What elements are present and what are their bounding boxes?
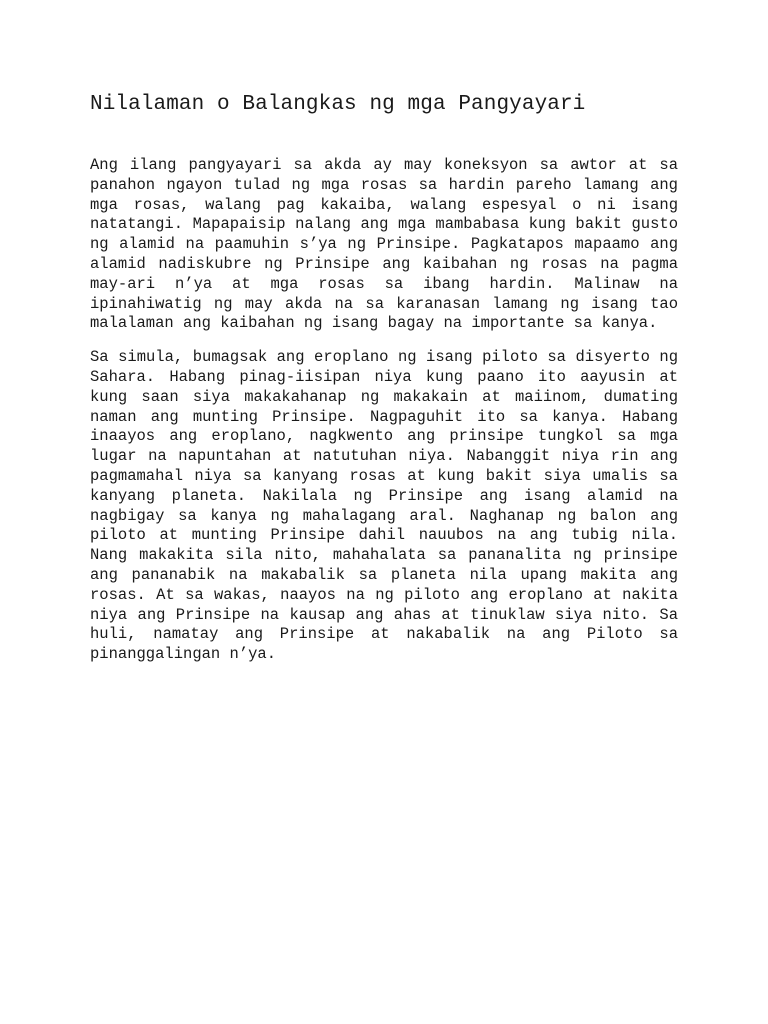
paragraph-1: Ang ilang pangyayari sa akda ay may koneksyon sa awtor at sa panahon ngayon tulad ng mga rosas sa hardin pareho lamang ang mga rosas, walang pag kakaiba, walang espesyal o ni isang natatangi. Mapapaisip nalang ang mga mambabasa kung bakit gusto ng alamid na paamuhin s’ya ng Prinsipe. Pagkatapos mapaamo ang alamid nadiskubre ng Prinsipe ang kaibahan ng rosas na pagma may-ari n’ya at mga rosas sa ibang hardin. Malinaw na ipinahiwatig ng may akda na sa karanasan lamang ng isang tao malalaman ang kaibahan ng isang bagay na importante sa kanya. [90,156,678,333]
document-body [90,92,678,679]
paragraph-2: Sa simula, bumagsak ang eroplano ng isang piloto sa disyerto ng Sahara. Habang pinag-iisipan niya kung paano ito aayusin at kung saan siya makakahanap ng makakain at maiinom, dumating naman ang munting Prinsipe. Nagpaguhit ito sa kanya. Habang inaayos ang eroplano, nagkwento ang prinsipe tungkol sa mga lugar na napuntahan at natutuhan niya. Nabanggit niya rin ang pagmamahal niya sa kanyang rosas at kung bakit siya umalis sa kanyang planeta. Nakilala ng Prinsipe ang isang alamid na nagbigay sa kanya ng mahalagang aral. Naghanap ng balon ang piloto at munting Prinsipe dahil nauubos na ang tubig nila. Nang makakita sila nito, mahahalata sa pananalita ng prinsipe ang pananabik na makabalik sa planeta nila upang makita ang rosas. At sa wakas, naayos na ng piloto ang eroplano at nakita niya ang Prinsipe na kausap ang ahas at tinuklaw siya nito. Sa huli, namatay ang Prinsipe at nakabalik na ang Piloto sa pinanggalingan n’ya. [90,348,678,664]
document-title: Nilalaman o Balangkas ng mga Pangyayari [90,93,586,116]
